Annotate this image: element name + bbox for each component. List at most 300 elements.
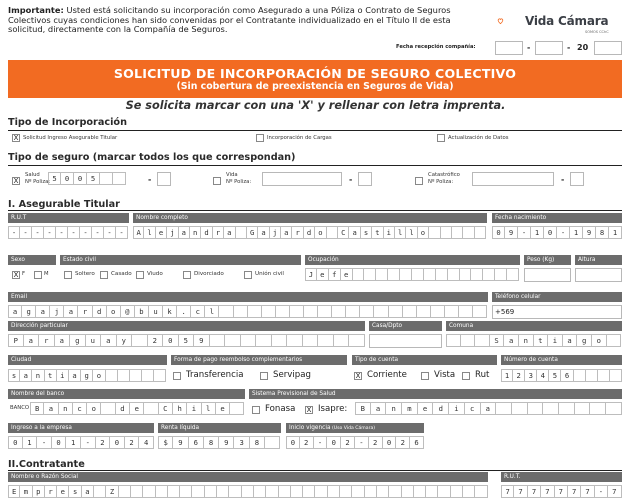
char-cell[interactable]: k [163,305,177,318]
char-cell[interactable]: g [577,334,592,347]
char-cell[interactable]: @ [121,305,135,318]
char-cell[interactable] [304,305,318,318]
char-cell[interactable] [290,305,304,318]
char-cell[interactable]: d [201,226,212,239]
char-cell[interactable] [217,485,229,498]
char-cell[interactable] [429,226,440,239]
char-cell[interactable] [417,305,431,318]
rut-cells[interactable] [8,226,128,240]
char-cell[interactable]: g [70,334,86,347]
char-cell[interactable]: a [24,334,40,347]
char-cell[interactable] [142,369,154,382]
char-cell[interactable] [291,485,303,498]
char-cell[interactable]: 9 [505,226,518,239]
char-cell[interactable]: r [78,305,92,318]
char-cell[interactable]: d [93,305,107,318]
char-cell[interactable]: l [406,226,417,239]
char-cell[interactable] [374,305,388,318]
direccion-cells[interactable] [8,334,365,348]
char-cell[interactable]: 5 [48,172,61,185]
char-cell[interactable]: C [159,402,173,415]
char-cell[interactable]: b [135,305,149,318]
catastrofico-poliza-box[interactable] [472,172,554,186]
char-cell[interactable] [445,305,459,318]
char-cell[interactable] [495,268,507,281]
char-cell[interactable]: 9 [173,436,188,449]
char-cell[interactable]: g [81,369,93,382]
ocupacion-cells[interactable] [305,268,519,282]
char-cell[interactable] [254,485,266,498]
char-cell[interactable]: e [57,485,69,498]
char-cell[interactable]: 1 [609,226,622,239]
char-cell[interactable]: m [20,485,32,498]
char-cell[interactable]: o [418,226,429,239]
char-cell[interactable] [315,485,327,498]
char-cell[interactable]: e [156,226,167,239]
char-cell[interactable] [610,369,622,382]
char-cell[interactable]: e [418,402,434,415]
char-cell[interactable]: 7 [581,485,594,498]
char-cell[interactable]: 2 [341,436,355,449]
char-cell[interactable]: C [338,226,349,239]
char-cell[interactable]: 7 [528,485,541,498]
char-cell[interactable] [431,305,445,318]
char-cell[interactable]: 4 [139,436,154,449]
char-cell[interactable]: n [190,226,201,239]
char-cell[interactable]: e [216,402,230,415]
char-cell[interactable]: a [101,334,117,347]
char-cell[interactable]: t [372,226,383,239]
incorporacion-checkbox[interactable]: X [13,134,19,142]
estado-civil-checkbox[interactable] [136,271,144,279]
char-cell[interactable] [210,334,226,347]
casa-box[interactable] [369,334,442,348]
char-cell[interactable]: a [44,402,58,415]
char-cell[interactable]: c [191,305,205,318]
char-cell[interactable] [586,369,598,382]
contratante-rut-cells[interactable] [501,485,622,499]
char-cell[interactable] [118,369,130,382]
char-cell[interactable]: o [107,305,121,318]
char-cell[interactable] [276,305,290,318]
char-cell[interactable] [574,369,586,382]
char-cell[interactable]: l [202,402,216,415]
char-cell[interactable]: - [81,436,96,449]
fecha-mes-box[interactable] [535,41,563,55]
char-cell[interactable]: 7 [555,485,568,498]
char-cell[interactable]: o [93,369,105,382]
char-cell[interactable] [287,334,303,347]
char-cell[interactable]: - [44,226,56,239]
char-cell[interactable] [192,485,204,498]
char-cell[interactable] [144,402,158,415]
char-cell[interactable] [400,268,412,281]
char-cell[interactable]: 2 [148,334,164,347]
char-cell[interactable] [496,402,512,415]
char-cell[interactable] [318,334,334,347]
seguro-checkbox[interactable] [213,177,221,185]
char-cell[interactable] [575,402,591,415]
char-cell[interactable] [168,485,180,498]
char-cell[interactable]: 5 [179,334,195,347]
char-cell[interactable] [266,485,278,498]
char-cell[interactable]: - [355,436,369,449]
char-cell[interactable] [471,268,483,281]
forma-pago-checkbox[interactable] [260,372,268,380]
char-cell[interactable] [279,485,291,498]
char-cell[interactable]: i [548,334,563,347]
char-cell[interactable] [234,305,248,318]
char-cell[interactable] [346,305,360,318]
char-cell[interactable]: Z [106,485,118,498]
char-cell[interactable] [256,334,272,347]
char-cell[interactable]: 1 [66,436,81,449]
char-cell[interactable] [403,305,417,318]
char-cell[interactable]: 6 [410,436,424,449]
char-cell[interactable]: 0 [286,436,300,449]
char-cell[interactable] [463,485,475,498]
sexo-checkbox[interactable]: X [13,271,19,279]
char-cell[interactable] [94,485,106,498]
char-cell[interactable] [265,436,280,449]
char-cell[interactable]: a [36,305,50,318]
incorporacion-checkbox[interactable] [437,134,445,142]
char-cell[interactable] [180,485,192,498]
char-cell[interactable]: 9 [583,226,596,239]
char-cell[interactable] [402,485,414,498]
char-cell[interactable]: 3 [234,436,249,449]
char-cell[interactable] [389,485,401,498]
char-cell[interactable]: $ [158,436,173,449]
char-cell[interactable]: - [56,226,68,239]
char-cell[interactable]: a [179,226,190,239]
char-cell[interactable] [598,369,610,382]
char-cell[interactable] [438,485,450,498]
char-cell[interactable]: - [8,226,20,239]
char-cell[interactable]: 8 [596,226,609,239]
char-cell[interactable]: 7 [541,485,554,498]
char-cell[interactable]: 0 [110,436,125,449]
char-cell[interactable]: . [177,305,191,318]
char-cell[interactable]: B [30,402,44,415]
char-cell[interactable] [332,305,346,318]
char-cell[interactable]: u [86,334,102,347]
char-cell[interactable] [607,334,622,347]
char-cell[interactable]: a [281,226,292,239]
char-cell[interactable]: f [329,268,341,281]
char-cell[interactable] [483,268,495,281]
prevision-checkbox[interactable] [252,406,260,414]
fecha-nacimiento-cells[interactable] [492,226,622,240]
char-cell[interactable] [219,305,233,318]
char-cell[interactable] [349,334,365,347]
char-cell[interactable]: P [8,334,24,347]
char-cell[interactable]: 9 [194,334,210,347]
char-cell[interactable]: u [149,305,163,318]
tipo-cuenta-checkbox[interactable]: X [355,372,361,380]
char-cell[interactable]: r [213,226,224,239]
char-cell[interactable]: 5 [549,369,561,382]
char-cell[interactable]: 0 [383,436,397,449]
char-cell[interactable] [528,402,544,415]
char-cell[interactable] [236,226,247,239]
razon-social-cells[interactable] [8,485,488,499]
char-cell[interactable] [507,268,519,281]
char-cell[interactable]: a [64,305,78,318]
char-cell[interactable]: - [116,226,128,239]
char-cell[interactable]: o [315,226,326,239]
char-cell[interactable] [424,268,436,281]
char-cell[interactable] [606,402,622,415]
char-cell[interactable]: 3 [525,369,537,382]
char-cell[interactable]: - [80,226,92,239]
char-cell[interactable]: l [395,226,406,239]
char-cell[interactable]: l [144,226,155,239]
char-cell[interactable] [414,485,426,498]
char-cell[interactable] [451,485,463,498]
char-cell[interactable]: J [305,268,317,281]
char-cell[interactable]: i [187,402,201,415]
char-cell[interactable]: - [518,226,531,239]
char-cell[interactable]: 8 [204,436,219,449]
char-cell[interactable] [436,268,448,281]
char-cell[interactable] [113,172,126,185]
char-cell[interactable]: t [534,334,549,347]
char-cell[interactable] [543,402,559,415]
char-cell[interactable] [262,305,276,318]
char-cell[interactable]: d [433,402,449,415]
char-cell[interactable] [446,334,461,347]
char-cell[interactable] [473,305,487,318]
char-cell[interactable]: a [69,369,81,382]
nombre-cells[interactable] [133,226,486,240]
salud-poliza-cells[interactable] [48,172,126,186]
char-cell[interactable] [388,268,400,281]
ingreso-cells[interactable] [8,436,154,450]
char-cell[interactable]: c [73,402,87,415]
renta-cells[interactable] [158,436,280,450]
char-cell[interactable]: 8 [250,436,265,449]
char-cell[interactable]: 7 [568,485,581,498]
char-cell[interactable]: d [304,226,315,239]
catastrofico-poliza-dv-box[interactable] [570,172,584,186]
char-cell[interactable] [441,226,452,239]
char-cell[interactable] [352,485,364,498]
char-cell[interactable]: - [68,226,80,239]
char-cell[interactable]: d [116,402,130,415]
banco-cells[interactable] [30,402,244,416]
seguro-checkbox[interactable] [415,177,423,185]
char-cell[interactable] [353,268,365,281]
char-cell[interactable]: 2 [300,436,314,449]
sexo-checkbox[interactable] [34,271,42,279]
altura-box[interactable] [575,268,622,282]
telefono-box[interactable]: +569 [492,305,622,319]
char-cell[interactable]: 0 [74,172,87,185]
prevision-checkbox[interactable]: X [306,406,312,414]
char-cell[interactable]: G [247,226,258,239]
char-cell[interactable] [225,334,241,347]
char-cell[interactable]: p [33,485,45,498]
char-cell[interactable] [590,402,606,415]
vida-poliza-box[interactable] [262,172,342,186]
char-cell[interactable] [100,172,113,185]
char-cell[interactable] [143,485,155,498]
char-cell[interactable]: e [341,268,353,281]
char-cell[interactable]: i [449,402,465,415]
char-cell[interactable]: h [173,402,187,415]
char-cell[interactable]: o [87,402,101,415]
char-cell[interactable] [101,402,115,415]
char-cell[interactable]: 7 [608,485,621,498]
char-cell[interactable]: 2 [513,369,525,382]
char-cell[interactable] [475,226,486,239]
char-cell[interactable] [376,268,388,281]
char-cell[interactable]: m [402,402,418,415]
char-cell[interactable]: g [22,305,36,318]
char-cell[interactable]: 2 [369,436,383,449]
char-cell[interactable]: 0 [163,334,179,347]
seguro-checkbox[interactable]: X [13,177,19,185]
char-cell[interactable]: i [384,226,395,239]
vigencia-cells[interactable] [286,436,424,450]
fecha-dia-box[interactable] [495,41,523,55]
char-cell[interactable]: a [371,402,387,415]
char-cell[interactable]: a [8,305,22,318]
char-cell[interactable]: 6 [561,369,573,382]
char-cell[interactable]: - [37,436,52,449]
char-cell[interactable] [360,305,374,318]
char-cell[interactable]: r [292,226,303,239]
char-cell[interactable] [241,334,257,347]
char-cell[interactable]: e [317,268,329,281]
char-cell[interactable]: 0 [8,436,23,449]
char-cell[interactable]: a [481,402,497,415]
char-cell[interactable] [229,485,241,498]
char-cell[interactable]: - [104,226,116,239]
char-cell[interactable]: j [167,226,178,239]
char-cell[interactable]: 1 [570,226,583,239]
char-cell[interactable]: - [595,485,608,498]
isapre-cells[interactable] [355,402,622,416]
char-cell[interactable] [303,334,319,347]
incorporacion-checkbox[interactable] [256,134,264,142]
char-cell[interactable] [459,305,473,318]
char-cell[interactable] [461,334,476,347]
char-cell[interactable]: B [355,402,371,415]
char-cell[interactable]: s [69,485,81,498]
char-cell[interactable]: e [130,402,144,415]
char-cell[interactable]: a [563,334,578,347]
char-cell[interactable] [389,305,403,318]
char-cell[interactable] [248,305,262,318]
char-cell[interactable] [242,485,254,498]
email-cells[interactable] [8,305,487,319]
char-cell[interactable]: - [557,226,570,239]
char-cell[interactable]: E [8,485,20,498]
tipo-cuenta-checkbox[interactable] [421,372,429,380]
char-cell[interactable] [132,334,148,347]
char-cell[interactable]: 2 [396,436,410,449]
char-cell[interactable]: o [592,334,607,347]
estado-civil-checkbox[interactable] [244,271,252,279]
char-cell[interactable]: 0 [327,436,341,449]
char-cell[interactable]: n [386,402,402,415]
char-cell[interactable] [334,334,350,347]
char-cell[interactable]: - [32,226,44,239]
char-cell[interactable]: j [270,226,281,239]
char-cell[interactable]: y [117,334,133,347]
char-cell[interactable] [327,226,338,239]
char-cell[interactable] [328,485,340,498]
char-cell[interactable] [230,402,244,415]
char-cell[interactable]: n [59,402,73,415]
char-cell[interactable] [272,334,288,347]
char-cell[interactable]: 1 [23,436,38,449]
char-cell[interactable]: t [45,369,57,382]
comuna-cells[interactable] [446,334,621,348]
char-cell[interactable]: c [465,402,481,415]
char-cell[interactable]: 2 [96,436,111,449]
char-cell[interactable]: a [504,334,519,347]
char-cell[interactable]: S [490,334,505,347]
char-cell[interactable]: a [349,226,360,239]
char-cell[interactable] [426,485,438,498]
char-cell[interactable] [463,226,474,239]
char-cell[interactable] [119,485,131,498]
char-cell[interactable]: 0 [61,172,74,185]
char-cell[interactable]: a [20,369,32,382]
char-cell[interactable]: 1 [531,226,544,239]
char-cell[interactable] [460,268,472,281]
char-cell[interactable]: 7 [514,485,527,498]
char-cell[interactable]: n [32,369,44,382]
char-cell[interactable]: a [55,334,71,347]
char-cell[interactable] [365,485,377,498]
char-cell[interactable]: 6 [189,436,204,449]
char-cell[interactable]: n [519,334,534,347]
char-cell[interactable] [131,485,143,498]
forma-pago-checkbox[interactable] [173,372,181,380]
char-cell[interactable] [452,226,463,239]
char-cell[interactable] [377,485,389,498]
char-cell[interactable]: a [258,226,269,239]
char-cell[interactable]: l [205,305,219,318]
char-cell[interactable]: 0 [52,436,67,449]
char-cell[interactable] [475,334,490,347]
char-cell[interactable] [412,268,424,281]
char-cell[interactable] [512,402,528,415]
char-cell[interactable] [303,485,315,498]
char-cell[interactable]: s [8,369,20,382]
numero-cuenta-cells[interactable] [501,369,622,383]
char-cell[interactable]: r [39,334,55,347]
char-cell[interactable]: 7 [501,485,514,498]
char-cell[interactable] [106,369,118,382]
char-cell[interactable] [205,485,217,498]
char-cell[interactable]: 2 [125,436,140,449]
vida-poliza-dv-box[interactable] [358,172,372,186]
tipo-cuenta-checkbox[interactable] [462,372,470,380]
char-cell[interactable]: s [361,226,372,239]
char-cell[interactable] [559,402,575,415]
char-cell[interactable]: a [82,485,94,498]
char-cell[interactable]: j [50,305,64,318]
poliza-dv-box[interactable] [157,172,171,186]
char-cell[interactable]: 4 [537,369,549,382]
char-cell[interactable]: 9 [219,436,234,449]
char-cell[interactable] [340,485,352,498]
